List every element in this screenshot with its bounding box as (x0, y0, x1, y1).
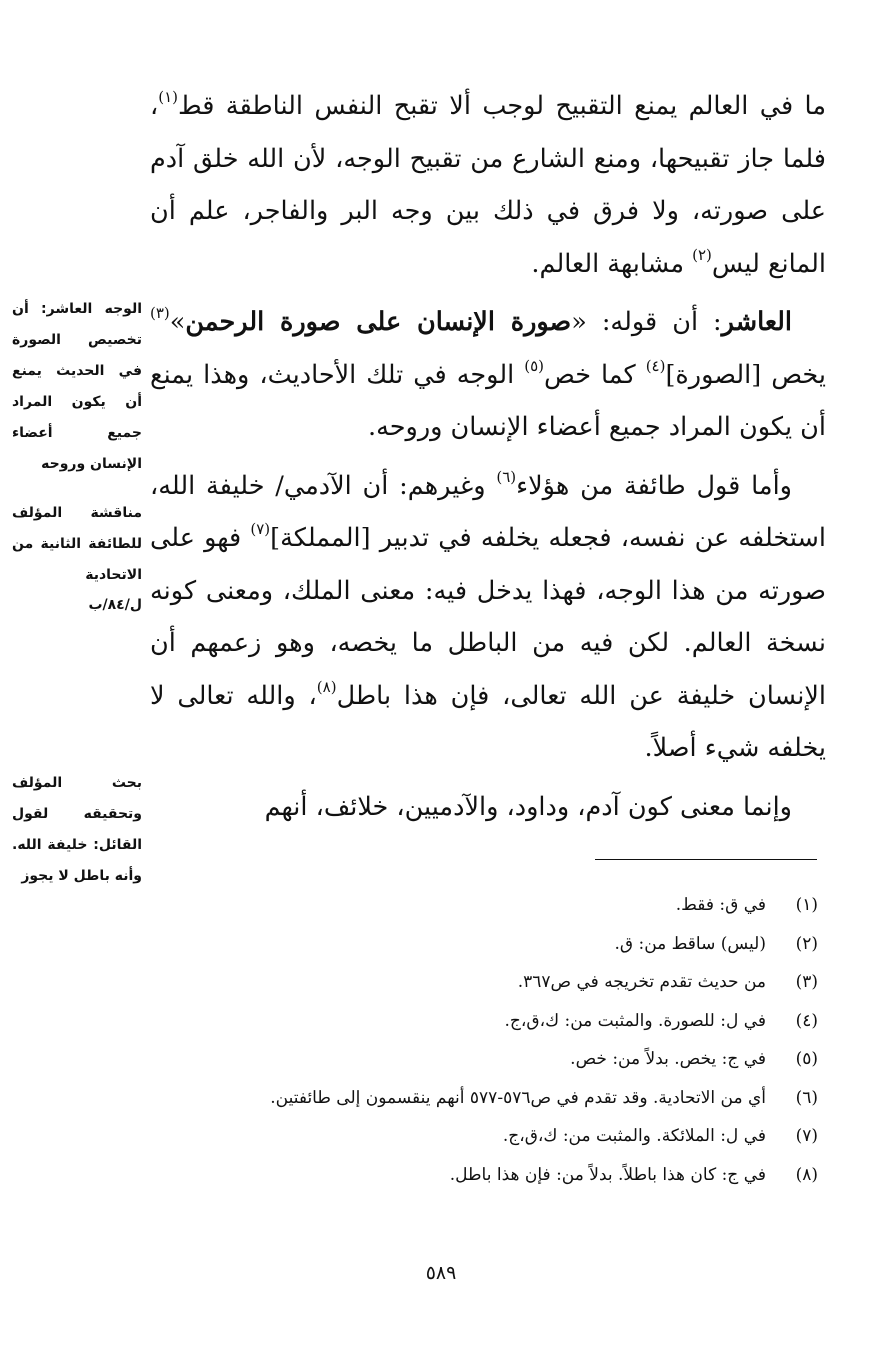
text-run: الوجه في تلك الأحاديث، وهذا يمنع أن يكون المراد جميع أعضاء الإنسان وروحه. (150, 359, 826, 442)
text-run: وغيرهم: أن الآدمي/ خليفة الله، استخلفه عن نفسه، فجعله يخلفه في تدبير [المملكة] (150, 470, 826, 553)
footnote-text: (ليس) ساقط من: ق. (614, 933, 766, 954)
footnote-text: من حديث تقدم تخريجه في ص٣٦٧. (517, 972, 766, 992)
footnote-text: في ل: الملائكة. والمثبت من: ك،ق،ج. (502, 1126, 766, 1146)
text-run: ، والله تعالى لا يخلفه شيء أصلاً. (150, 680, 826, 763)
text-run: وأما قول طائفة من هؤلاء (516, 470, 792, 501)
footnote-ref[interactable]: (٣) (150, 304, 170, 322)
text-run: كما خص (544, 359, 646, 390)
footnote-divider (595, 859, 817, 860)
footnote-number: (٨) (795, 1164, 818, 1185)
text-run: فهو على صورته من هذا الوجه، فهذا يدخل فيه: معنى الملك، ومعنى كونه نسخة العالم. لكن فيه من الباطل ما يخصه، وهو زعمهم أن الإنسان خليفة عن الله تعالى، فإن هذا باطل (150, 523, 826, 711)
footnote-number: (١) (795, 895, 818, 915)
footnote-ref[interactable]: (٥) (524, 356, 544, 375)
main-text (150, 80, 826, 833)
footnote-item (150, 1040, 824, 1079)
page-number: ٥٨٩ (425, 1262, 457, 1284)
footnote-number: (٧) (795, 1126, 818, 1146)
section-heading: العاشر (721, 307, 793, 337)
footnote-ref[interactable]: (٨) (316, 677, 337, 696)
footnote-ref[interactable]: (١) (158, 88, 179, 106)
footnote-text: في ج: يخص. بدلاً من: خص. (570, 1049, 766, 1069)
text-run: ، فلما جاز تقبيحها، ومنع الشارع من تقبيح الوجه، لأن الله خلق آدم على صورته، ولا فرق في ذلك بين وجه البر والفاجر، علم أن المانع ليس (150, 91, 826, 279)
footnote-number: (٢) (795, 933, 818, 954)
manuscript-folio-marker: ل/٨٤/ب (88, 597, 142, 613)
text-run: ما في العالم يمنع التقبيح لوجب ألا تقبح النفس الناطقة قط (178, 91, 826, 121)
footnote-text: أي من الاتحادية. وقد تقدم في ص٥٧٦-٥٧٧ أنهم ينقسمون إلى طائفتين. (270, 1087, 766, 1108)
footnote-ref[interactable]: (٧) (250, 520, 271, 538)
text-run: مشابهة العالم. (531, 248, 693, 279)
margin-note-tenth-aspect: الوجه العاشر: أن تخصيص الصورة في الحديث يمنع أن يكون المراد جميع أعضاء الإنسان وروحه (12, 301, 142, 472)
paragraph-1 (150, 80, 826, 290)
text-run: » (169, 307, 186, 337)
margin-note-research: بحث المؤلف وتحقيقه لقول القائل: خليفة الله. وأنه باطل لا يجوز (12, 775, 142, 884)
footnote-item (150, 1079, 824, 1118)
footnote-ref[interactable]: (٦) (496, 467, 517, 486)
paragraph-3 (150, 460, 826, 775)
hadith-quote: صورة الإنسان على صورة الرحمن (185, 307, 572, 337)
footnote-item (150, 1156, 824, 1195)
footnote-item (150, 1117, 824, 1156)
footnote-item (150, 925, 824, 964)
footnote-ref[interactable]: (٤) (645, 356, 666, 375)
paragraph-4: وإنما معنى كون آدم، وداود، والآدميين، خلائف، أنهم (264, 791, 792, 822)
footnote-item (150, 963, 824, 1002)
footnote-number: (٣) (795, 972, 818, 992)
text-run: يخص [الصورة] (665, 359, 826, 390)
footnote-item (150, 886, 824, 925)
footnote-number: (٤) (795, 1010, 818, 1031)
footnote-number: (٦) (795, 1087, 818, 1108)
footnote-ref[interactable]: (٢) (692, 245, 712, 264)
footnote-text: في ج: كان هذا باطلاً. بدلاً من: فإن هذا باطل. (449, 1164, 766, 1185)
footnotes (150, 886, 824, 1194)
margin-note-discussion: مناقشة المؤلف للطائفة الثانية من الاتحادية (12, 505, 142, 583)
footnote-item (150, 1002, 824, 1041)
paragraph-2 (150, 296, 826, 454)
text-run: : أن قوله: « (571, 307, 722, 337)
footnote-text: في ل: للصورة. والمثبت من: ك،ق،ج. (504, 1010, 766, 1031)
footnote-number: (٥) (795, 1049, 818, 1069)
footnote-text: في ق: فقط. (675, 895, 766, 915)
